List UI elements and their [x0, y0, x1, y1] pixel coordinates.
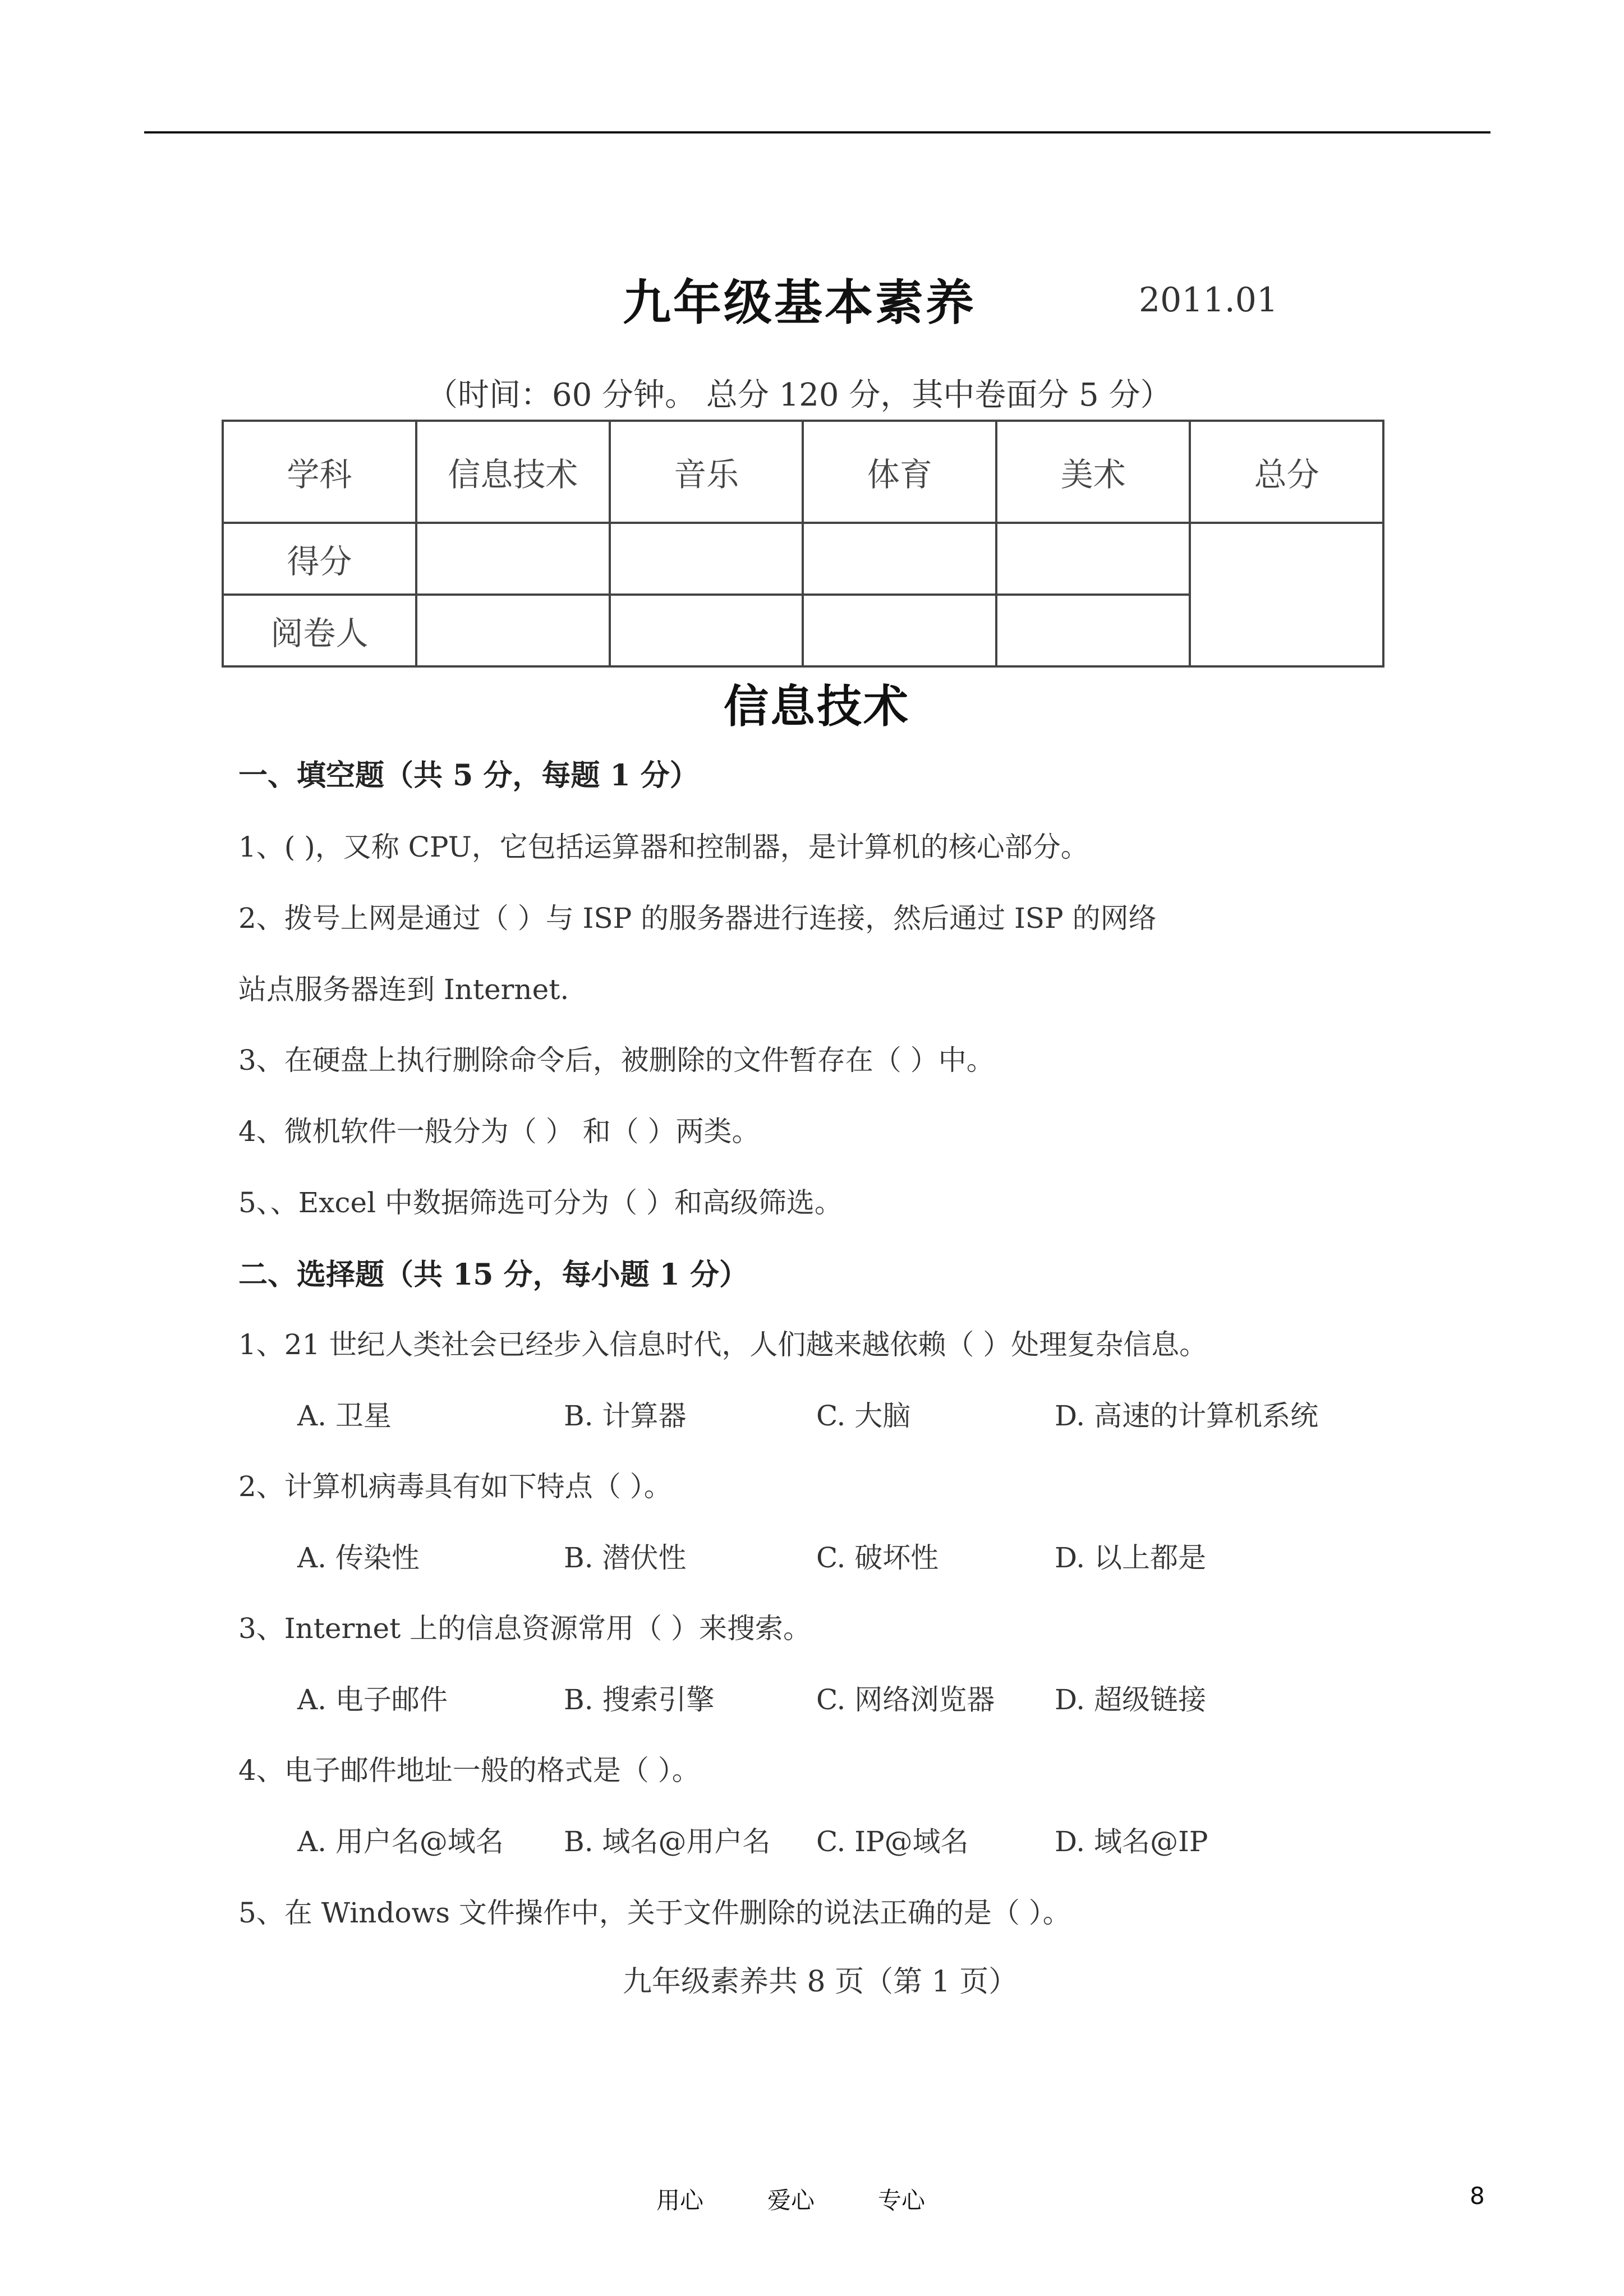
q1-option-a: A. 卫星 — [297, 1400, 392, 1432]
q2-option-a: A. 传染性 — [297, 1542, 420, 1574]
motto-3: 专心 — [878, 2187, 926, 2214]
q4-option-b: B. 域名@用户名 — [564, 1825, 771, 1858]
fill-question-2: 2、拨号上网是通过（ ）与 ISP 的服务器进行连接，然后通过 ISP 的网络 — [238, 902, 1157, 935]
motto-2: 爱心 — [767, 2187, 815, 2214]
score-table-header-row — [223, 421, 1383, 523]
score-cell-total — [1190, 523, 1383, 666]
q1-option-c: C. 大脑 — [816, 1400, 911, 1432]
q2-option-d: D. 以上都是 — [1055, 1542, 1207, 1574]
header-art: 美术 — [996, 421, 1190, 523]
q3-option-c: C. 网络浏览器 — [816, 1683, 995, 1716]
section-title: 信息技术 — [724, 680, 910, 733]
part2-heading: 二、选择题（共 15 分，每小题 1 分） — [238, 1258, 748, 1292]
q1-option-d: D. 高速的计算机系统 — [1055, 1400, 1319, 1432]
header-it: 信息技术 — [416, 421, 610, 523]
grader-cell-it — [416, 595, 610, 666]
grader-cell-pe — [803, 595, 996, 666]
choice-question-5: 5、在 Windows 文件操作中，关于文件删除的说法正确的是（ ）。 — [238, 1897, 1071, 1929]
row-label-grader: 阅卷人 — [223, 595, 416, 666]
q3-option-a: A. 电子邮件 — [297, 1683, 448, 1716]
page-number: 8 — [1470, 2182, 1485, 2210]
fill-question-3: 3、在硬盘上执行删除命令后，被删除的文件暂存在（ ）中。 — [238, 1044, 995, 1076]
score-cell-music — [610, 523, 803, 595]
exam-date: 2011.01 — [1139, 280, 1278, 320]
header-total: 总分 — [1190, 421, 1383, 523]
choice-question-4: 4、电子邮件地址一般的格式是（ ）。 — [238, 1754, 700, 1787]
header-music: 音乐 — [610, 421, 803, 523]
exam-subtitle: （时间：60 分钟。 总分 120 分，其中卷面分 5 分） — [426, 377, 1172, 413]
fill-question-2-cont: 站点服务器连到 Internet. — [238, 973, 569, 1006]
choice-question-3: 3、Internet 上的信息资源常用（ ）来搜索。 — [238, 1612, 812, 1645]
grader-cell-music — [610, 595, 803, 666]
q4-option-a: A. 用户名@域名 — [297, 1825, 504, 1858]
score-row — [223, 523, 1383, 595]
grader-cell-art — [996, 595, 1190, 666]
score-cell-pe — [803, 523, 996, 595]
score-table — [222, 420, 1384, 668]
top-rule — [144, 131, 1490, 134]
motto-1: 用心 — [656, 2187, 704, 2214]
q4-option-d: D. 域名@IP — [1055, 1825, 1208, 1858]
fill-question-4: 4、微机软件一般分为（ ） 和（ ）两类。 — [238, 1115, 760, 1148]
exam-title: 九年级基本素养 — [623, 274, 976, 331]
part1-heading: 一、填空题（共 5 分，每题 1 分） — [238, 758, 699, 793]
q2-option-b: B. 潜伏性 — [564, 1542, 687, 1574]
score-cell-it — [416, 523, 610, 595]
fill-question-5: 5、、Excel 中数据筛选可分为（ ）和高级筛选。 — [238, 1186, 843, 1219]
q4-option-c: C. IP@域名 — [816, 1825, 969, 1858]
q3-option-d: D. 超级链接 — [1055, 1683, 1207, 1716]
score-cell-art — [996, 523, 1190, 595]
header-pe: 体育 — [803, 421, 996, 523]
header-subject: 学科 — [223, 421, 416, 523]
q3-option-b: B. 搜索引擎 — [564, 1683, 715, 1716]
choice-question-1: 1、21 世纪人类社会已经步入信息时代，人们越来越依赖（ ）处理复杂信息。 — [238, 1328, 1208, 1361]
exam-page-footer: 九年级素养共 8 页（第 1 页） — [623, 1965, 1018, 1999]
q2-option-c: C. 破坏性 — [816, 1542, 939, 1574]
row-label-score: 得分 — [223, 523, 416, 595]
choice-question-2: 2、计算机病毒具有如下特点（ ）。 — [238, 1470, 672, 1503]
fill-question-1: 1、( )，又称 CPU，它包括运算器和控制器，是计算机的核心部分。 — [238, 831, 1089, 863]
q1-option-b: B. 计算器 — [564, 1400, 687, 1432]
